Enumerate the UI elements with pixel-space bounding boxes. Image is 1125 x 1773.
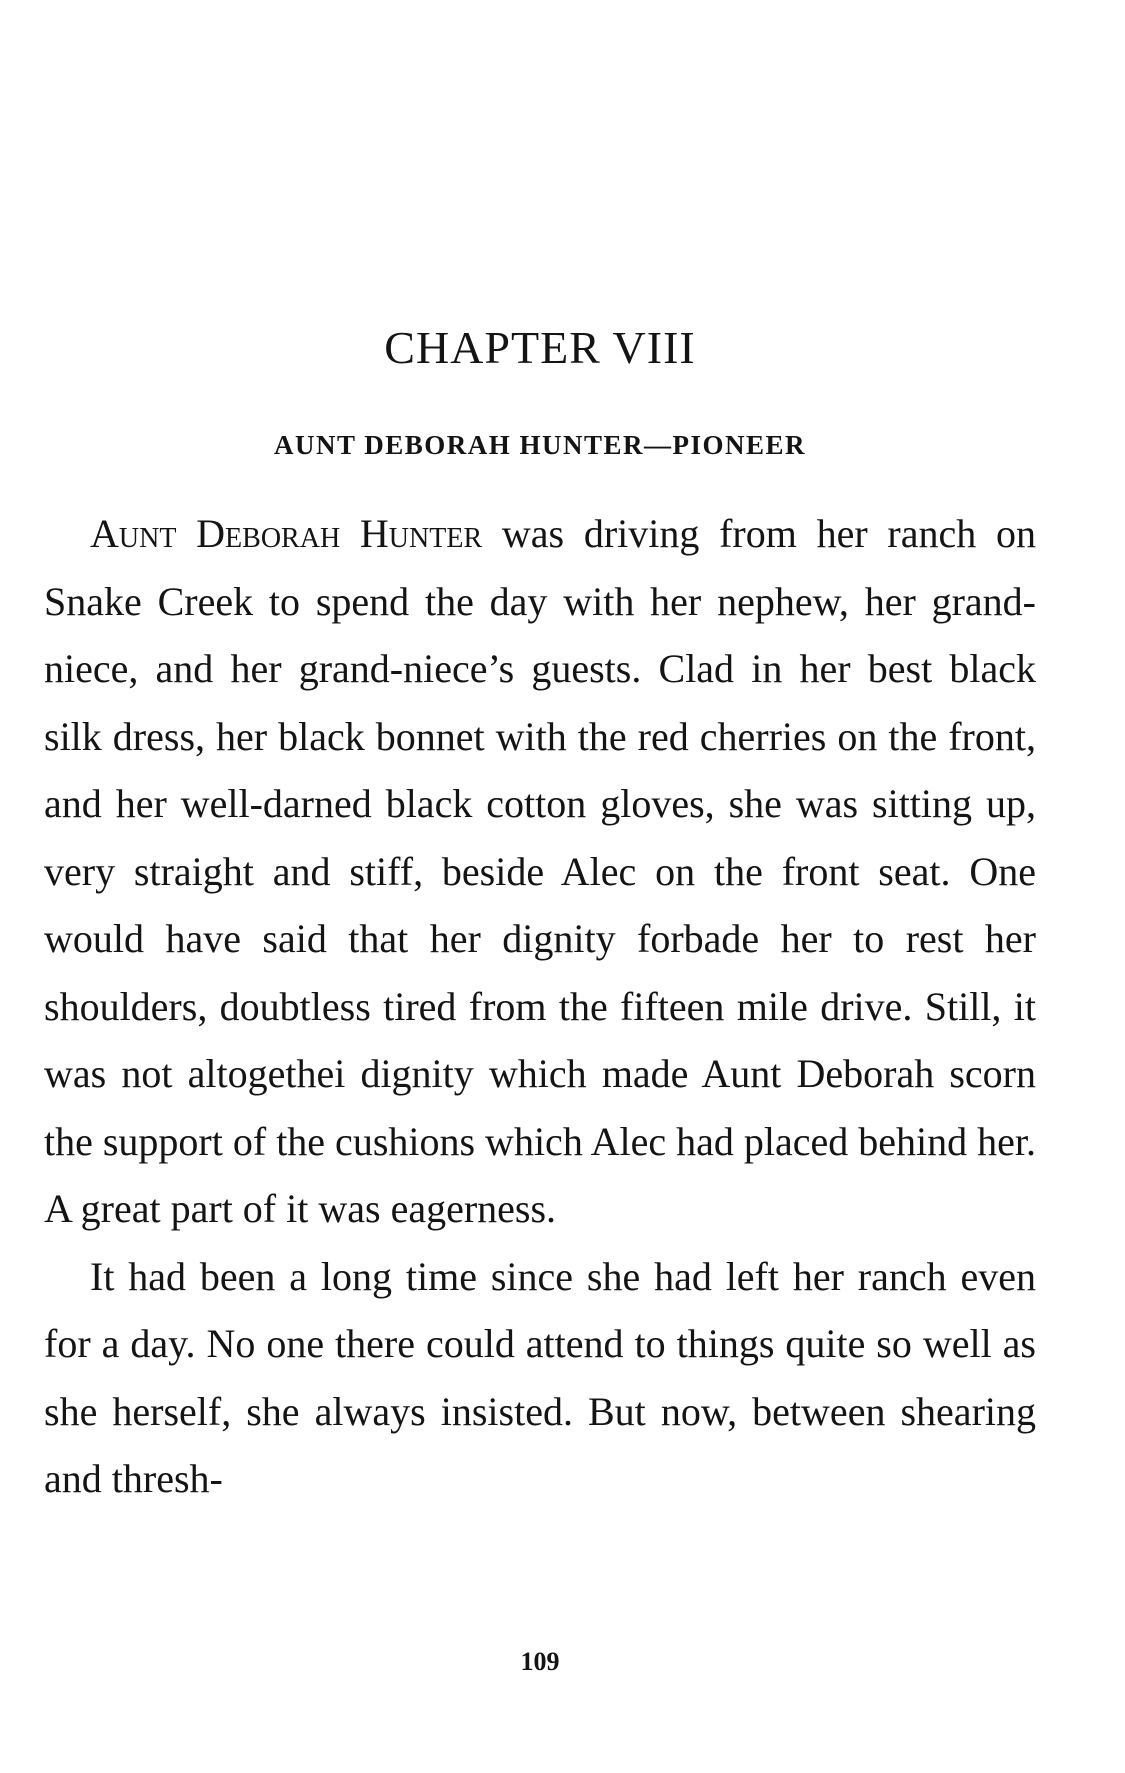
paragraph-1-text: was driving from her ranch on Snake Creek to spend the day with her nephew, her grand-niece, and her grand-niece’s guests. Clad in her best black silk dress, her black bonnet with the red cherries on the front, and her well-darned black cotton gloves, she was sitting up, very straight and stiff, beside Alec on the front seat. One would have said that her dignity forbade her to rest her shoulders, doubtless tired from the fifteen mile drive. Still, it was not altogethei dignity which made Aunt Deborah scorn the support of the cushions which Alec had placed behind her. A great part of it was eagerness.: [44, 511, 1036, 1231]
page-number: 109: [520, 1647, 560, 1676]
chapter-subtitle: AUNT DEBORAH HUNTER—PIONEER: [273, 430, 807, 461]
paragraph-1-lead: Aunt Deborah Hunter: [90, 511, 483, 556]
paragraph-2: It had been a long time since she had left her ranch even for a day. No one there could attend to things quite so well as she herself, she always insisted. But now, between shearing and thresh-: [44, 1253, 1036, 1501]
body-text: [44, 500, 1036, 1513]
paragraph-1: [44, 500, 1036, 1243]
chapter-title: CHAPTER VIII: [384, 321, 696, 373]
